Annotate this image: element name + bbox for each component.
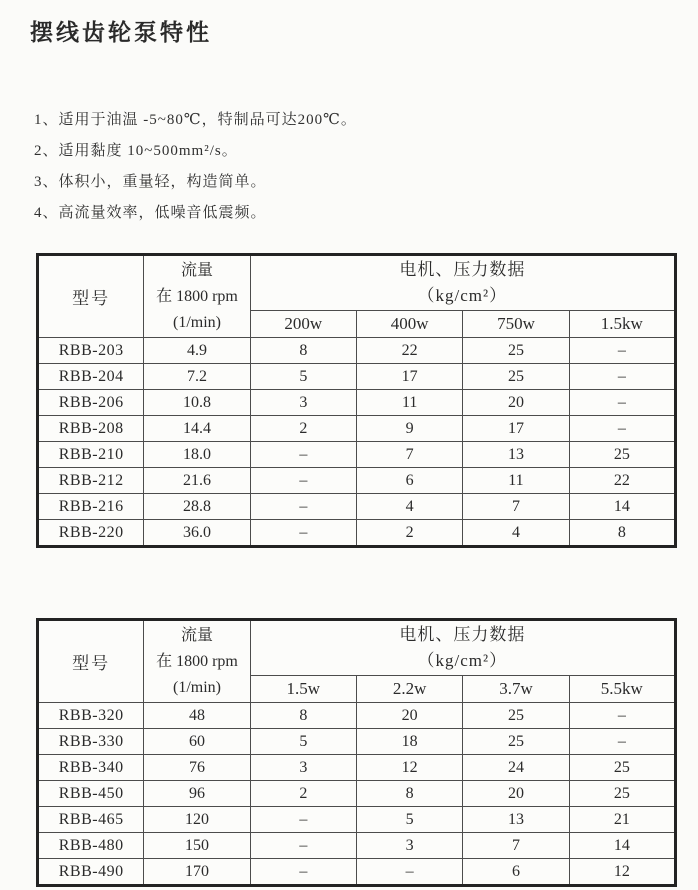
model-cell: RBB-465 xyxy=(38,807,144,833)
table-row xyxy=(38,520,676,547)
pressure-value-cell: 25 xyxy=(463,364,569,390)
table-row xyxy=(38,755,676,781)
pressure-value-cell: 8 xyxy=(569,520,675,547)
pressure-value-cell: 25 xyxy=(569,442,675,468)
pressure-value-cell: 6 xyxy=(463,859,569,886)
table-header xyxy=(38,255,676,338)
power-column-header-3: 750w xyxy=(463,311,569,338)
feature-list xyxy=(0,105,698,229)
pressure-value-cell: 18 xyxy=(356,729,462,755)
table-row xyxy=(38,390,676,416)
pressure-value-cell: 8 xyxy=(250,338,356,364)
pressure-value-cell: 4 xyxy=(356,494,462,520)
flow-cell: 150 xyxy=(144,833,250,859)
pressure-value-cell: 17 xyxy=(463,416,569,442)
pressure-value-cell: – xyxy=(569,338,675,364)
flow-cell: 14.4 xyxy=(144,416,250,442)
pressure-value-cell: – xyxy=(250,833,356,859)
flow-column-header xyxy=(144,255,250,338)
flow-cell: 36.0 xyxy=(144,520,250,547)
pressure-value-cell: 12 xyxy=(569,859,675,886)
pressure-value-cell: 13 xyxy=(463,442,569,468)
model-cell: RBB-340 xyxy=(38,755,144,781)
pressure-value-cell: 25 xyxy=(463,729,569,755)
table-row xyxy=(38,494,676,520)
pressure-value-cell: 3 xyxy=(250,755,356,781)
pressure-value-cell: – xyxy=(569,364,675,390)
pressure-value-cell: 11 xyxy=(463,468,569,494)
pressure-value-cell: 20 xyxy=(463,781,569,807)
table-body xyxy=(38,703,676,886)
pressure-value-cell: 20 xyxy=(463,390,569,416)
pressure-value-cell: – xyxy=(569,416,675,442)
pressure-value-cell: 14 xyxy=(569,494,675,520)
motor-pressure-group-header xyxy=(250,620,675,676)
pressure-value-cell: 2 xyxy=(250,781,356,807)
table-body xyxy=(38,338,676,547)
flow-header-line-3: (1/min) xyxy=(172,678,221,696)
pressure-value-cell: 3 xyxy=(356,833,462,859)
power-column-header-4: 5.5kw xyxy=(569,676,675,703)
pump-spec-table-large-models xyxy=(36,618,677,887)
motor-pressure-group-header xyxy=(250,255,675,311)
pressure-value-cell: 3 xyxy=(250,390,356,416)
model-column-header: 型号 xyxy=(38,620,144,703)
flow-column-header xyxy=(144,620,250,703)
flow-header-line-1: 流量 xyxy=(180,626,213,644)
flow-header-line-2: 在 1800 rpm xyxy=(156,287,238,305)
table-header xyxy=(38,620,676,703)
table-row xyxy=(38,416,676,442)
table-row xyxy=(38,468,676,494)
pressure-value-cell: – xyxy=(250,859,356,886)
flow-cell: 60 xyxy=(144,729,250,755)
pressure-value-cell: 8 xyxy=(250,703,356,729)
table-row xyxy=(38,364,676,390)
table-row xyxy=(38,729,676,755)
pump-spec-table-small-models xyxy=(36,253,677,548)
pressure-value-cell: 9 xyxy=(356,416,462,442)
power-column-header-2: 2.2w xyxy=(356,676,462,703)
pressure-value-cell: 25 xyxy=(569,781,675,807)
flow-cell: 76 xyxy=(144,755,250,781)
pressure-value-cell: 5 xyxy=(250,364,356,390)
pressure-value-cell: 11 xyxy=(356,390,462,416)
pressure-value-cell: 7 xyxy=(463,494,569,520)
model-cell: RBB-216 xyxy=(38,494,144,520)
table-row xyxy=(38,807,676,833)
pressure-value-cell: – xyxy=(250,520,356,547)
model-cell: RBB-480 xyxy=(38,833,144,859)
pressure-value-cell: – xyxy=(250,468,356,494)
pressure-value-cell: 5 xyxy=(250,729,356,755)
pressure-value-cell: 25 xyxy=(569,755,675,781)
table-row xyxy=(38,703,676,729)
pressure-value-cell: – xyxy=(250,494,356,520)
pressure-value-cell: 6 xyxy=(356,468,462,494)
pressure-value-cell: 17 xyxy=(356,364,462,390)
pressure-value-cell: – xyxy=(356,859,462,886)
group-header-title: 电机、压力数据 xyxy=(399,625,526,644)
pressure-value-cell: 12 xyxy=(356,755,462,781)
pressure-value-cell: 7 xyxy=(356,442,462,468)
power-column-header-2: 400w xyxy=(356,311,462,338)
page-title: 摆线齿轮泵特性 xyxy=(30,20,212,45)
model-cell: RBB-320 xyxy=(38,703,144,729)
group-header-title: 电机、压力数据 xyxy=(399,260,526,279)
model-cell: RBB-220 xyxy=(38,520,144,547)
pressure-value-cell: – xyxy=(569,703,675,729)
pressure-value-cell: – xyxy=(250,807,356,833)
flow-cell: 21.6 xyxy=(144,468,250,494)
pressure-value-cell: – xyxy=(250,442,356,468)
model-cell: RBB-204 xyxy=(38,364,144,390)
model-cell: RBB-210 xyxy=(38,442,144,468)
flow-cell: 96 xyxy=(144,781,250,807)
table-row xyxy=(38,833,676,859)
flow-header-line-3: (1/min) xyxy=(172,313,221,331)
model-cell: RBB-203 xyxy=(38,338,144,364)
pressure-value-cell: 7 xyxy=(463,833,569,859)
pressure-value-cell: 14 xyxy=(569,833,675,859)
pressure-value-cell: 5 xyxy=(356,807,462,833)
pressure-value-cell: – xyxy=(569,729,675,755)
flow-header-line-1: 流量 xyxy=(180,261,213,279)
model-cell: RBB-490 xyxy=(38,859,144,886)
flow-cell: 4.9 xyxy=(144,338,250,364)
flow-cell: 18.0 xyxy=(144,442,250,468)
feature-item-3: 3、体积小，重量轻，构造简单。 xyxy=(34,174,267,190)
pressure-value-cell: 25 xyxy=(463,703,569,729)
flow-cell: 48 xyxy=(144,703,250,729)
pressure-value-cell: 24 xyxy=(463,755,569,781)
table-row xyxy=(38,859,676,886)
model-cell: RBB-450 xyxy=(38,781,144,807)
model-cell: RBB-208 xyxy=(38,416,144,442)
group-header-unit: （kg/cm²） xyxy=(417,651,508,670)
table-row xyxy=(38,442,676,468)
flow-cell: 7.2 xyxy=(144,364,250,390)
feature-item-1: 1、适用于油温 -5~80℃，特制品可达200℃。 xyxy=(34,112,357,128)
pressure-value-cell: 22 xyxy=(356,338,462,364)
pressure-value-cell: – xyxy=(569,390,675,416)
flow-cell: 170 xyxy=(144,859,250,886)
pressure-value-cell: 2 xyxy=(250,416,356,442)
flow-cell: 120 xyxy=(144,807,250,833)
power-column-header-3: 3.7w xyxy=(463,676,569,703)
table-row xyxy=(38,781,676,807)
pressure-value-cell: 21 xyxy=(569,807,675,833)
model-cell: RBB-206 xyxy=(38,390,144,416)
pressure-value-cell: 20 xyxy=(356,703,462,729)
pressure-value-cell: 25 xyxy=(463,338,569,364)
power-column-header-1: 200w xyxy=(250,311,356,338)
power-column-header-4: 1.5kw xyxy=(569,311,675,338)
group-header-unit: （kg/cm²） xyxy=(417,286,508,305)
feature-item-4: 4、高流量效率，低噪音低震频。 xyxy=(34,205,267,221)
power-column-header-1: 1.5w xyxy=(250,676,356,703)
model-cell: RBB-212 xyxy=(38,468,144,494)
table-row xyxy=(38,338,676,364)
pressure-value-cell: 8 xyxy=(356,781,462,807)
flow-cell: 28.8 xyxy=(144,494,250,520)
feature-item-2: 2、适用黏度 10~500mm²/s。 xyxy=(34,143,238,159)
pressure-value-cell: 2 xyxy=(356,520,462,547)
model-cell: RBB-330 xyxy=(38,729,144,755)
model-column-header: 型号 xyxy=(38,255,144,338)
pressure-value-cell: 13 xyxy=(463,807,569,833)
flow-header-line-2: 在 1800 rpm xyxy=(156,652,238,670)
pressure-value-cell: 22 xyxy=(569,468,675,494)
pressure-value-cell: 4 xyxy=(463,520,569,547)
flow-cell: 10.8 xyxy=(144,390,250,416)
